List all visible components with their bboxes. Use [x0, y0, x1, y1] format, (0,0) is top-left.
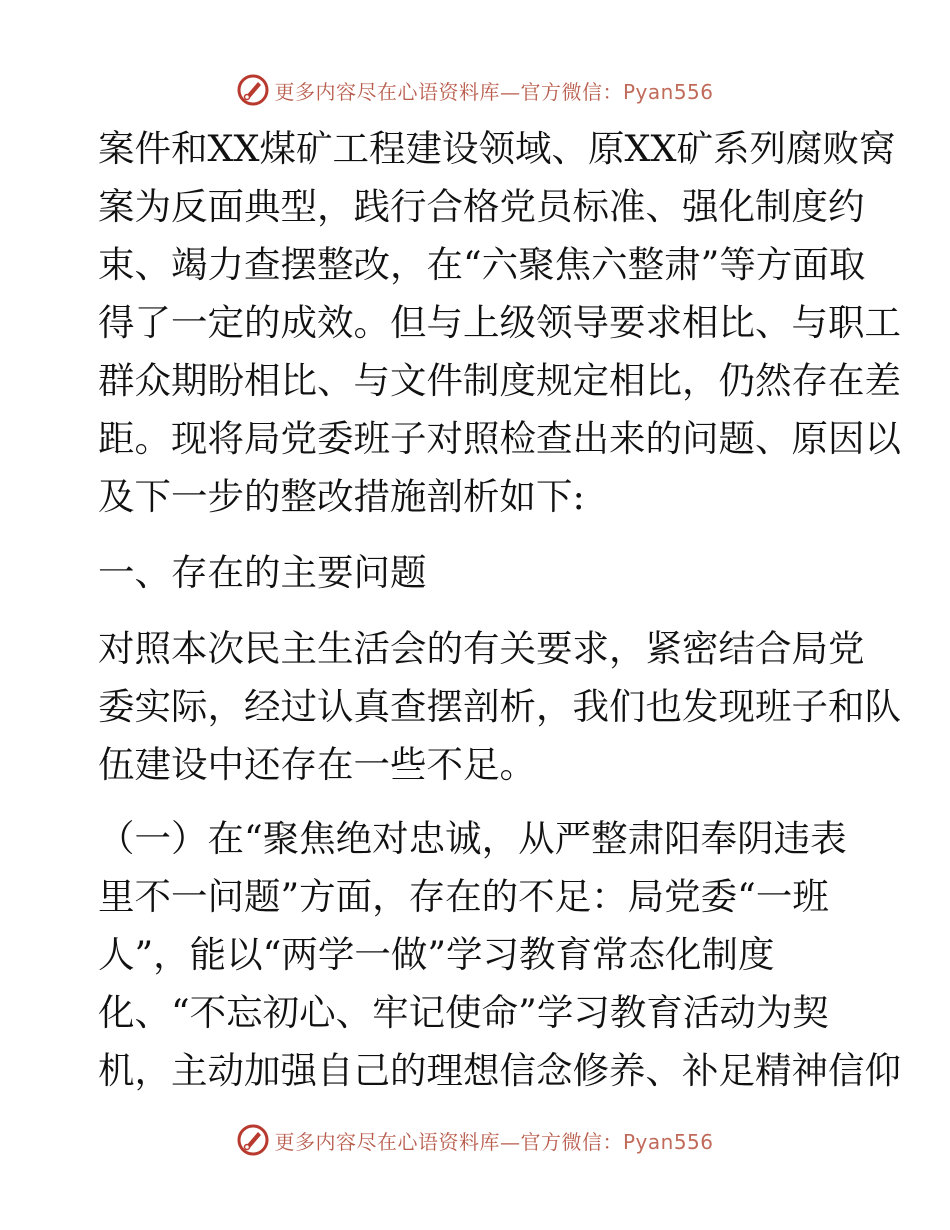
watermark-footer	[0, 1120, 950, 1160]
section-heading: 一、存在的主要问题	[98, 551, 427, 594]
watermark-wechat-id: Pyan556	[622, 79, 714, 104]
brand-logo-icon	[236, 1123, 270, 1157]
text-line: 人”，能以“两学一做”学习教育常态化制度	[98, 933, 775, 976]
brand-logo-icon	[236, 73, 270, 107]
text-line: 里不一问题”方面，存在的不足：局党委“一班	[98, 875, 829, 918]
text-line: 案件和XX煤矿工程建设领域、原XX矿系列腐败窝	[98, 127, 896, 170]
text-line: 群众期盼相比、与文件制度规定相比，仍然存在差	[98, 359, 901, 402]
watermark-text: 更多内容尽在心语资料库—官方微信：	[274, 79, 623, 104]
text-line: 案为反面典型，践行合格党员标准、强化制度约	[98, 185, 865, 228]
watermark-text: 更多内容尽在心语资料库—官方微信：	[274, 1129, 623, 1154]
text-line: （一）在“聚焦绝对忠诚，从严整肃阳奉阴违表	[98, 817, 847, 860]
text-line: 伍建设中还存在一些不足。	[98, 743, 536, 786]
text-line: 及下一步的整改措施剖析如下:	[98, 475, 585, 518]
watermark-wechat-id: Pyan556	[622, 1129, 714, 1154]
text-line: 得了一定的成效。但与上级领导要求相比、与职工	[98, 301, 901, 344]
text-line: 机，主动加强自己的理想信念修养、补足精神信仰	[98, 1049, 901, 1092]
text-line: 距。现将局党委班子对照检查出来的问题、原因以	[98, 417, 901, 460]
text-line: 化、“不忘初心、牢记使命”学习教育活动为契	[98, 991, 829, 1034]
text-line: 委实际，经过认真查摆剖析，我们也发现班子和队	[98, 685, 901, 728]
text-line: 对照本次民主生活会的有关要求，紧密结合局党	[98, 627, 865, 670]
watermark-header	[0, 70, 950, 110]
text-line: 束、竭力查摆整改，在“六聚焦六整肃”等方面取	[98, 243, 866, 286]
